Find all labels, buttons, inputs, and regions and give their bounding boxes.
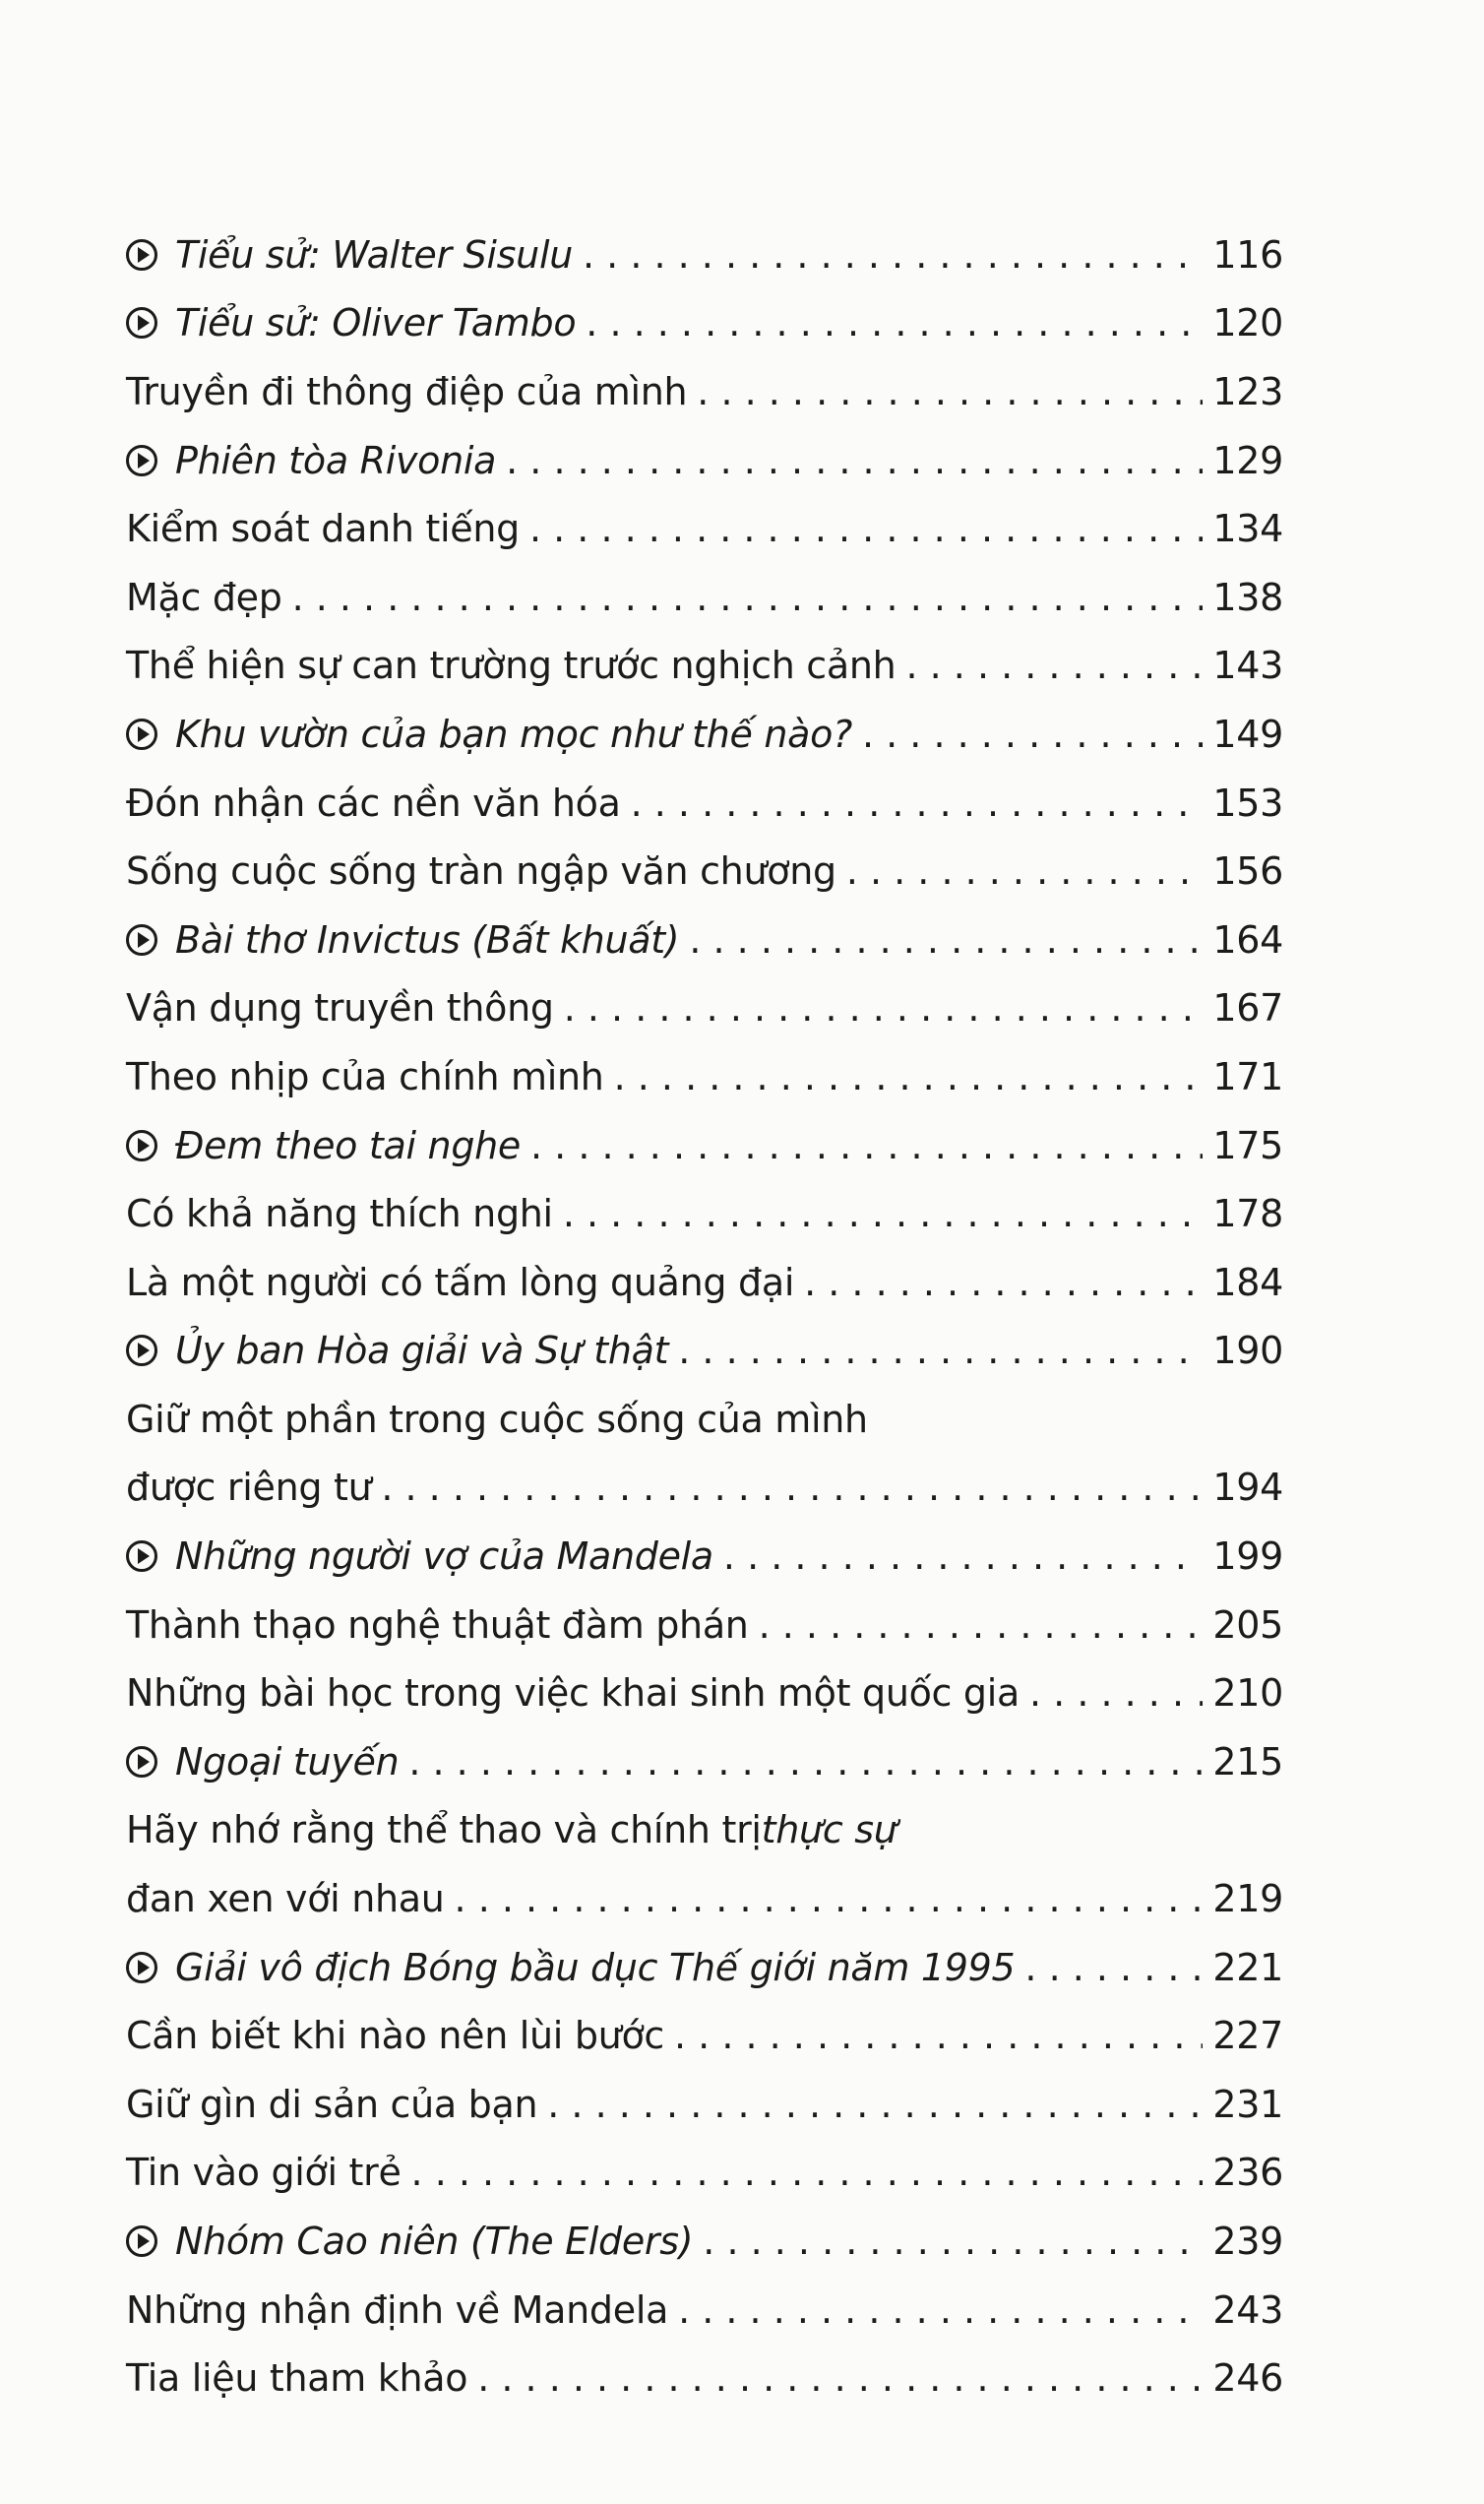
toc-entry[interactable] [126,357,1283,426]
toc-entry-title: Giữ gìn di sản của bạn [126,2082,538,2126]
toc-entry-title: Cần biết khi nào nên lùi bước [126,2014,664,2058]
toc-entry[interactable] [126,1454,1283,1523]
toc-page-number: 143 [1212,644,1283,688]
dot-leader [614,1055,1204,1098]
toc-page-number: 205 [1212,1602,1283,1647]
toc-page-number: 120 [1212,301,1283,345]
dot-leader [723,1534,1203,1578]
toc-entry-title: Tia liệu tham khảo [126,2356,468,2401]
dot-leader [697,370,1203,413]
toc-entry[interactable] [126,2344,1283,2412]
play-circle-icon [126,239,157,271]
toc-entry-title: Đón nhận các nền văn hóa [126,781,621,825]
play-circle-icon [126,719,157,750]
toc-entry-title: Đem theo tai nghe [175,1123,522,1167]
dot-leader [846,849,1204,893]
toc-entry-title-continued: đan xen với nhau [126,1877,445,1921]
toc-page-number: 129 [1212,438,1283,482]
toc-page-number: 138 [1212,575,1283,619]
toc-page-number: 184 [1212,1260,1283,1304]
toc-entry[interactable] [126,494,1283,563]
toc-entry-title: Hãy nhớ rằng thể thao và chính trị [126,1808,762,1852]
toc-sub-entry[interactable] [126,220,1283,289]
play-circle-icon [126,1746,157,1778]
toc-entry[interactable] [126,2276,1283,2345]
play-circle-icon [126,924,157,956]
toc-entry-title: Ngoại tuyến [175,1739,400,1784]
toc-entry[interactable] [126,1179,1283,1248]
toc-page-number: 178 [1212,1192,1283,1236]
toc-entry[interactable] [126,769,1283,838]
toc-page-number: 231 [1212,2082,1283,2126]
play-circle-icon [126,445,157,476]
play-circle-icon [126,1335,157,1366]
toc-entry-title-emphasis: thực sự [761,1808,897,1852]
dot-leader [759,1603,1204,1647]
toc-entry[interactable] [126,2001,1283,2070]
toc-page-number: 227 [1212,2014,1283,2058]
dot-leader [292,576,1204,619]
toc-entry-title: Những nhận định về Mandela [126,2287,669,2332]
toc-entry[interactable] [126,1591,1283,1659]
toc-entry-title: Tiểu sử: Walter Sisulu [175,232,573,277]
toc-entry-title: Vận dụng truyền thông [126,986,554,1031]
toc-sub-entry[interactable] [126,1727,1283,1796]
toc-entry-title-continued: được riêng tư [126,1466,372,1510]
toc-entry-title: Tin vào giới trẻ [126,2151,402,2195]
toc-sub-entry[interactable] [126,1317,1283,1386]
dot-leader [689,918,1203,962]
toc-page-number: 153 [1212,781,1283,825]
dot-leader [804,1261,1203,1304]
toc-page-number: 219 [1212,1877,1283,1921]
toc-page-number: 123 [1212,369,1283,413]
dot-leader [678,2288,1203,2332]
toc-page-number: 190 [1212,1329,1283,1373]
toc-sub-entry[interactable] [126,700,1283,769]
toc-entry-title: Nhóm Cao niên (The Elders) [175,2220,694,2264]
toc-page-number: 243 [1212,2287,1283,2332]
toc-entry-title: Sống cuộc sống tràn ngập văn chương [126,849,836,894]
dot-leader [1029,1671,1203,1715]
dot-leader [674,2014,1203,2057]
dot-leader [583,233,1203,277]
toc-sub-entry[interactable] [126,289,1283,358]
toc-entry-title: Tiểu sử: Oliver Tambo [175,301,577,345]
dot-leader [547,2083,1203,2126]
toc-sub-entry[interactable] [126,426,1283,495]
toc-entry-title: Những bài học trong việc khai sinh một quốc gia [126,1671,1020,1716]
toc-entry-title: Truyền đi thông điệp của mình [126,369,688,413]
dot-leader [564,986,1204,1030]
toc-page-number: 171 [1212,1054,1283,1098]
toc-page-number: 210 [1212,1671,1283,1716]
toc-entry[interactable] [126,2070,1283,2139]
toc-entry-title: Kiểm soát danh tiếng [126,507,520,551]
toc-entry-line [126,1385,1283,1454]
toc-page-number: 116 [1212,232,1283,277]
toc-entry-title: Mặc đẹp [126,575,282,619]
toc-entry[interactable] [126,1864,1283,1933]
play-circle-icon [126,1540,157,1572]
toc-entry-title: Thể hiện sự can trường trước nghịch cảnh [126,644,897,688]
toc-page-number: 199 [1212,1534,1283,1579]
toc-page-number: 134 [1212,507,1283,551]
toc-page-number: 236 [1212,2151,1283,2195]
toc-entry[interactable] [126,2139,1283,2208]
dot-leader [678,1329,1203,1372]
toc-page-number: 164 [1212,917,1283,962]
toc-page-number: 167 [1212,986,1283,1031]
dot-leader [563,1192,1204,1235]
toc-entry-title: Những người vợ của Mandela [175,1534,713,1579]
toc-page-number: 239 [1212,2220,1283,2264]
toc-entry[interactable] [126,563,1283,632]
dot-leader [530,1124,1203,1167]
toc-entry-title: Là một người có tấm lòng quảng đại [126,1260,795,1304]
toc-page-number: 156 [1212,849,1283,894]
toc-entry[interactable] [126,1659,1283,1727]
dot-leader [529,507,1203,550]
play-circle-icon [126,1952,157,1983]
dot-leader [631,782,1204,825]
toc-sub-entry[interactable] [126,1111,1283,1180]
toc-entry-line [126,1796,1283,1865]
toc-entry-title: Theo nhịp của chính mình [126,1054,604,1098]
toc-page-number: 194 [1212,1466,1283,1510]
toc-entry[interactable] [126,1042,1283,1111]
toc-entry[interactable] [126,837,1283,906]
toc-entry[interactable] [126,974,1283,1043]
table-of-contents [126,220,1283,2412]
dot-leader [455,1877,1204,1920]
play-circle-icon [126,1130,157,1161]
toc-sub-entry[interactable] [126,1933,1283,2002]
dot-leader [408,1740,1203,1784]
toc-page-number: 215 [1212,1739,1283,1784]
dot-leader [905,644,1203,687]
toc-page-number: 175 [1212,1123,1283,1167]
toc-sub-entry[interactable] [126,906,1283,974]
toc-sub-entry[interactable] [126,1522,1283,1591]
toc-entry-title: Có khả năng thích nghi [126,1192,553,1236]
toc-entry-title: Thành thạo nghệ thuật đàm phán [126,1602,749,1647]
toc-page-number: 246 [1212,2356,1283,2401]
toc-entry-title: Giải vô địch Bóng bầu dục Thế giới năm 1995 [175,1945,1016,1989]
toc-page-number: 221 [1212,1945,1283,1989]
play-circle-icon [126,307,157,339]
toc-entry-title: Giữ một phần trong cuộc sống của mình [126,1397,868,1441]
toc-sub-entry[interactable] [126,2207,1283,2276]
dot-leader [381,1466,1203,1509]
dot-leader [506,439,1203,482]
dot-leader [477,2356,1203,2400]
dot-leader [1024,1946,1203,1989]
toc-entry-title: Khu vườn của bạn mọc như thế nào? [175,712,852,756]
dot-leader [703,2220,1203,2263]
dot-leader [411,2151,1204,2194]
toc-entry-title: Bài thơ Invictus (Bất khuất) [175,917,680,962]
play-circle-icon [126,2225,157,2257]
toc-page-number: 149 [1212,712,1283,756]
toc-entry-title: Phiên tòa Rivonia [175,438,497,482]
toc-entry[interactable] [126,632,1283,701]
dot-leader [586,301,1203,344]
dot-leader [862,713,1203,756]
toc-entry-title: Ủy ban Hòa giải và Sự thật [175,1329,669,1373]
toc-entry[interactable] [126,1248,1283,1317]
